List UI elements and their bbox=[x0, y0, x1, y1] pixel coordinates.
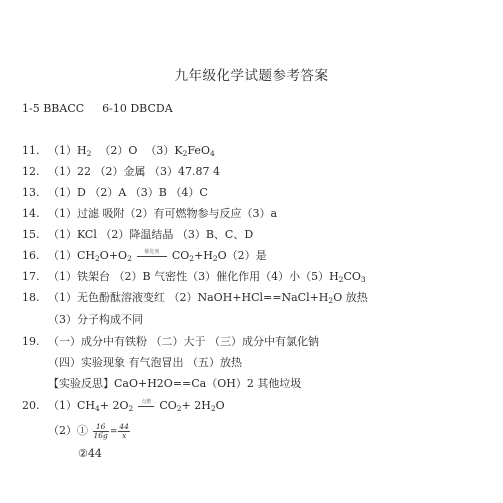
answer-18: 18. （1）无色酚酞溶液变红 $(2)NaOH+HCl==NaCl+H_2O$ 放热 bbox=[22, 291, 368, 305]
answer-19-line2: （四）实验现象 有气泡冒出 （五）放热 bbox=[48, 356, 242, 369]
question-number: 11. bbox=[22, 144, 40, 157]
answer-12: 12. （1）22 （2）金属 （3）47.87 4 bbox=[22, 165, 220, 178]
question-number: 15. bbox=[22, 228, 40, 241]
answer-20: 20. $(1)CH_4+ 2O_2$ 点燃 $CO_2+ 2H_2O$ bbox=[22, 399, 225, 413]
answer-14: 14. （1）过滤 吸附（2）有可燃物参与反应（3）a bbox=[22, 207, 278, 220]
question-number: 13. bbox=[22, 186, 40, 199]
answer-16: 16. $(1)CH_2O+O_2$ 催化剂 $CO_2+H_2O(2)$是 bbox=[22, 249, 267, 263]
question-number: 20. bbox=[22, 399, 40, 412]
answer-19-line3: 【实验反思】CaO+H2O==Ca（OH）2 其他垃圾 bbox=[48, 377, 302, 390]
question-number: 18. bbox=[22, 291, 40, 304]
reaction-condition: 催化剂 bbox=[135, 251, 169, 261]
question-number: 14. bbox=[22, 207, 40, 220]
answer-13: 13. （1）D （2）A （3）B （4）C bbox=[22, 186, 208, 199]
reaction-condition: 点燃 bbox=[136, 401, 156, 411]
fraction: $\frac{44}{x}$ bbox=[119, 421, 129, 440]
mc-part1: 1-5 BBACC bbox=[22, 102, 85, 115]
answer-15: 15. （1）KCl （2）降温结晶 （3）B、C、D bbox=[22, 228, 254, 241]
answer-11: 11. $(1)H_2$ （2）O $(3)K_2FeO_4$ bbox=[22, 144, 215, 158]
question-number: 17. bbox=[22, 270, 40, 283]
mc-part2: 6-10 DBCDA bbox=[102, 102, 173, 115]
answer-19: 19. （一）成分中有铁粉 （二）大于 （三）成分中有氯化钠 bbox=[22, 335, 319, 348]
answer-18-part3: （3）分子构成不同 bbox=[48, 313, 143, 326]
answer-17: 17. （1）铁架台 （2）B 气密性（3）催化作用（4）小$(5)H_2CO_3$ bbox=[22, 270, 366, 284]
answer-20-part2-result: ②44 bbox=[78, 447, 102, 460]
answer-20-part2: （2）① $\frac{16}{16g}$ = $\frac{44}{x}$ bbox=[48, 421, 129, 440]
question-number: 12. bbox=[22, 165, 40, 178]
question-number: 16. bbox=[22, 249, 40, 262]
question-number: 19. bbox=[22, 335, 40, 348]
page-title: 九年级化学试题参考答案 bbox=[174, 68, 329, 84]
mc-answers bbox=[22, 102, 173, 116]
fraction: $\frac{16}{16g}$ bbox=[93, 421, 108, 440]
